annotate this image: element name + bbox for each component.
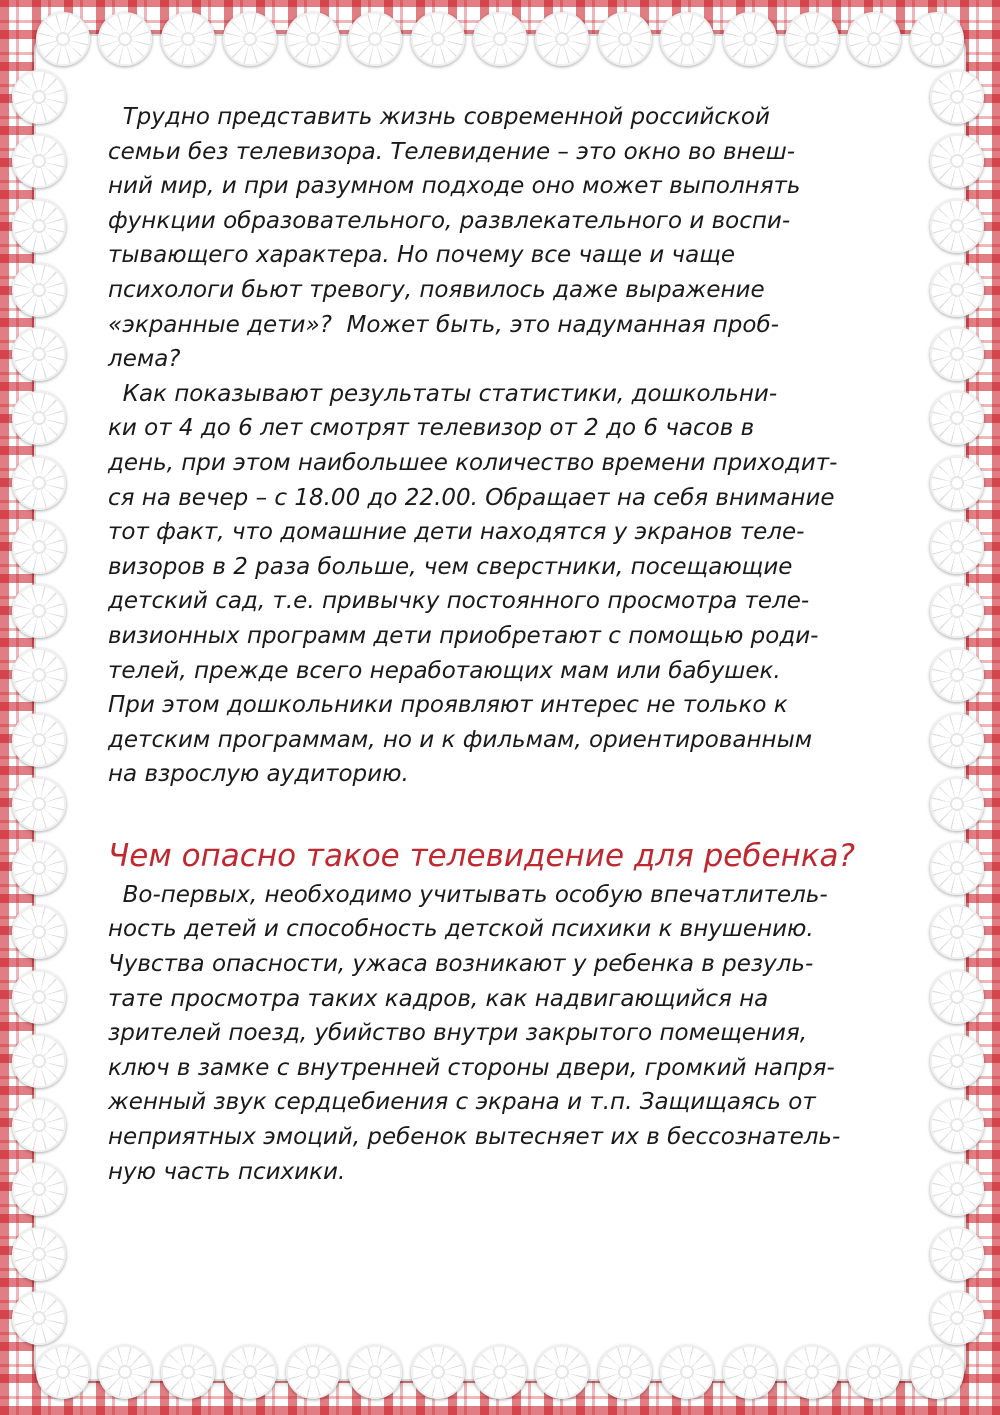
text-line: «экранные дети»? Может быть, это надуманная проб- [108, 311, 779, 338]
text-line: психологи бьют тревогу, появилось даже выражение [108, 276, 765, 303]
lace-flower-icon [12, 1227, 66, 1281]
lace-flower-icon [161, 1345, 215, 1399]
text-line: детский сад, т.е. привычку постоянного просмотра теле- [108, 588, 810, 615]
lace-flower-icon [930, 777, 984, 831]
text-line: зрителей поезд, убийство внутри закрытого помещения, [108, 1020, 808, 1047]
lace-flower-icon [98, 12, 152, 66]
text-line: визоров в 2 раза больше, чем сверстники, посещающие [108, 553, 793, 580]
lace-flower-icon [411, 1345, 465, 1399]
lace-flower-icon [36, 12, 90, 66]
lace-flower-icon [223, 12, 277, 66]
text-line: визионных программ дети приобретают с помощью роди- [108, 622, 819, 649]
lace-flower-icon [598, 12, 652, 66]
lace-flower-icon [930, 327, 984, 381]
lace-flower-icon [12, 970, 66, 1024]
lace-flower-icon [12, 905, 66, 959]
lace-flower-icon [36, 1345, 90, 1399]
lace-flower-icon [598, 1345, 652, 1399]
lace-flower-icon [286, 1345, 340, 1399]
lace-flower-icon [12, 134, 66, 188]
lace-flower-icon [535, 12, 589, 66]
lace-flower-icon [723, 1345, 777, 1399]
lace-flower-icon [12, 520, 66, 574]
lace-flower-icon [660, 1345, 714, 1399]
lace-flower-icon [910, 12, 964, 66]
text-line: неприятных эмоций, ребенок вытесняет их в бессознатель- [108, 1124, 841, 1151]
paragraph-intro [108, 100, 898, 377]
section-heading: Чем опасно такое телевидение для ребенка? [108, 837, 856, 874]
lace-flower-icon [12, 1291, 66, 1345]
lace-flower-icon [930, 391, 984, 445]
article-body [108, 100, 898, 1189]
text-line: телей, прежде всего неработающих мам или бабушек. [108, 657, 781, 684]
lace-flower-icon [930, 520, 984, 574]
lace-flower-icon [411, 12, 465, 66]
text-line: тате просмотра таких кадров, как надвигающийся на [108, 985, 769, 1012]
lace-flower-icon [161, 12, 215, 66]
lace-flower-icon [12, 648, 66, 702]
lace-flower-icon [930, 905, 984, 959]
text-line: ки от 4 до 6 лет смотрят телевизор от 2 до 6 часов в [108, 415, 755, 442]
lace-flower-icon [660, 12, 714, 66]
lace-flower-icon [723, 12, 777, 66]
lace-flower-icon [12, 391, 66, 445]
lace-flower-icon [785, 1345, 839, 1399]
lace-flower-icon [930, 70, 984, 124]
lace-flower-icon [98, 1345, 152, 1399]
text-line: на взрослую аудиторию. [108, 761, 409, 788]
lace-flower-icon [12, 1098, 66, 1152]
lace-flower-icon [930, 1098, 984, 1152]
lace-flower-icon [930, 199, 984, 253]
text-line: лема? [108, 346, 181, 373]
text-line: Во-первых, необходимо учитывать особую впечатлитель- [108, 881, 828, 908]
lace-flower-icon [12, 841, 66, 895]
text-line: день, при этом наибольшее количество времени приходит- [108, 449, 838, 476]
lace-flower-icon [12, 713, 66, 767]
lace-flower-icon [930, 1291, 984, 1345]
text-line: Как показывают результаты статистики, дошкольни- [108, 380, 778, 407]
text-line: Чувства опасности, ужаса возникают у ребенка в резуль- [108, 951, 814, 978]
paragraph-dangers [108, 878, 898, 1189]
lace-flower-icon [930, 456, 984, 510]
lace-flower-icon [12, 1162, 66, 1216]
text-line: семьи без телевизора. Телевидение – это окно во внеш- [108, 138, 796, 165]
lace-flower-icon [847, 1345, 901, 1399]
text-line: Трудно представить жизнь современной российской [108, 104, 770, 130]
lace-flower-icon [930, 1227, 984, 1281]
lace-flower-icon [12, 584, 66, 638]
text-line: ний мир, и при разумном подходе оно может выполнять [108, 173, 801, 200]
text-line: женный звук сердцебиения с экрана и т.п. Защищаясь от [108, 1089, 816, 1116]
lace-border-top [36, 12, 964, 70]
lace-flower-icon [930, 134, 984, 188]
lace-flower-icon [12, 263, 66, 317]
lace-flower-icon [535, 1345, 589, 1399]
lace-flower-icon [12, 327, 66, 381]
lace-flower-icon [12, 70, 66, 124]
paragraph-statistics [108, 377, 898, 792]
lace-flower-icon [12, 199, 66, 253]
lace-flower-icon [12, 777, 66, 831]
text-line: ную часть психики. [108, 1158, 346, 1185]
lace-flower-icon [348, 12, 402, 66]
lace-flower-icon [930, 648, 984, 702]
lace-flower-icon [847, 12, 901, 66]
lace-flower-icon [930, 1034, 984, 1088]
lace-flower-icon [930, 584, 984, 638]
lace-flower-icon [348, 1345, 402, 1399]
text-line: ся на вечер – с 18.00 до 22.00. Обращает на себя внимание [108, 484, 835, 511]
lace-border-left [12, 70, 70, 1345]
lace-flower-icon [473, 12, 527, 66]
lace-flower-icon [12, 1034, 66, 1088]
lace-flower-icon [910, 1345, 964, 1399]
text-line: При этом дошкольники проявляют интерес не только к [108, 692, 788, 719]
text-line: функции образовательного, развлекательного и воспи- [108, 207, 791, 234]
lace-flower-icon [12, 456, 66, 510]
text-line: тот факт, что домашние дети находятся у экранов теле- [108, 519, 805, 546]
lace-border-bottom [36, 1345, 964, 1403]
lace-flower-icon [930, 713, 984, 767]
lace-flower-icon [930, 263, 984, 317]
lace-flower-icon [785, 12, 839, 66]
lace-flower-icon [930, 1162, 984, 1216]
text-line: ность детей и способность детской психики к внушению. [108, 916, 814, 943]
lace-flower-icon [223, 1345, 277, 1399]
text-line: ключ в замке с внутренней стороны двери, громкий напря- [108, 1054, 835, 1081]
lace-border-right [930, 70, 988, 1345]
text-line: детским программам, но и к фильмам, ориентированным [108, 726, 813, 753]
lace-flower-icon [473, 1345, 527, 1399]
lace-flower-icon [930, 841, 984, 895]
lace-flower-icon [930, 970, 984, 1024]
text-line: тывающего характера. Но почему все чаще и чаще [108, 242, 736, 269]
lace-flower-icon [286, 12, 340, 66]
